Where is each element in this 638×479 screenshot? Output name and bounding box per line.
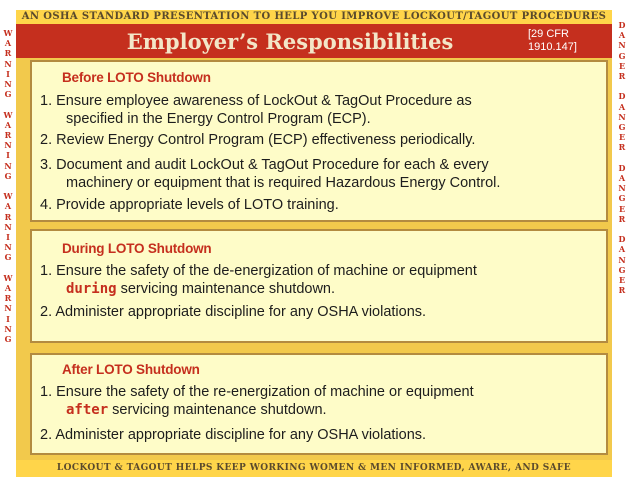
item-line: 2. Administer appropriate discipline for any OSHA violations. bbox=[40, 304, 427, 320]
list-item bbox=[40, 426, 426, 444]
item-continuation: machinery or equipment that is required Hazardous Energy Control. bbox=[66, 175, 501, 191]
top-banner: AN OSHA STANDARD PRESENTATION TO HELP YOU IMPROVE LOCKOUT/TAGOUT PROCEDURES bbox=[16, 10, 612, 24]
item-continuation bbox=[40, 280, 477, 298]
item-line: 1. Ensure the safety of the re-energization of machine or equipment bbox=[40, 384, 474, 400]
item-line: 2. Review Energy Control Program (ECP) effectiveness periodically. bbox=[40, 132, 476, 148]
cfr-line-2: 1910.147] bbox=[528, 41, 577, 53]
section-heading-after: After LOTO Shutdown bbox=[62, 362, 200, 377]
bottom-banner: LOCKOUT & TAGOUT HELPS KEEP WORKING WOMEN & MEN INFORMED, AWARE, AND SAFE bbox=[16, 460, 612, 477]
item-line: 1. Ensure the safety of the de-energization of machine or equipment bbox=[40, 263, 477, 279]
emphasis-after: after bbox=[66, 402, 109, 418]
title-bar bbox=[16, 24, 612, 58]
list-item bbox=[40, 156, 500, 192]
cfr-line-1: [29 CFR bbox=[528, 28, 569, 40]
item-continuation-text: servicing maintenance shutdown. bbox=[108, 402, 327, 418]
item-line: 2. Administer appropriate discipline for any OSHA violations. bbox=[40, 427, 427, 443]
item-line: 1. Ensure employee awareness of LockOut & TagOut Procedure as bbox=[40, 93, 472, 109]
list-item bbox=[40, 92, 472, 128]
item-line: 4. Provide appropriate levels of LOTO training. bbox=[40, 197, 339, 213]
item-continuation bbox=[40, 401, 474, 419]
item-line: 3. Document and audit LockOut & TagOut Procedure for each & every bbox=[40, 157, 489, 173]
after-loto-panel bbox=[30, 353, 608, 455]
list-item bbox=[40, 262, 477, 298]
item-continuation: specified in the Energy Control Program (ECP). bbox=[66, 111, 371, 127]
slide bbox=[16, 10, 612, 477]
before-loto-panel bbox=[30, 60, 608, 222]
list-item bbox=[40, 383, 474, 419]
item-continuation-text: servicing maintenance shutdown. bbox=[116, 281, 336, 297]
page-title: Employer’s Responsibilities bbox=[126, 29, 454, 54]
section-heading-before: Before LOTO Shutdown bbox=[62, 70, 211, 85]
cfr-reference bbox=[528, 28, 598, 54]
section-heading-during: During LOTO Shutdown bbox=[62, 241, 212, 256]
list-item bbox=[40, 131, 475, 149]
list-item bbox=[40, 196, 339, 214]
right-danger-text: D A N G E R D A N G E R D A N G E R D A N G E R bbox=[618, 20, 626, 296]
during-loto-panel bbox=[30, 229, 608, 343]
list-item bbox=[40, 303, 426, 321]
left-warning-text: W A R N I N G W A R N I N G W A R N I N G W A R N I N G bbox=[3, 28, 13, 345]
emphasis-during: during bbox=[66, 281, 117, 297]
